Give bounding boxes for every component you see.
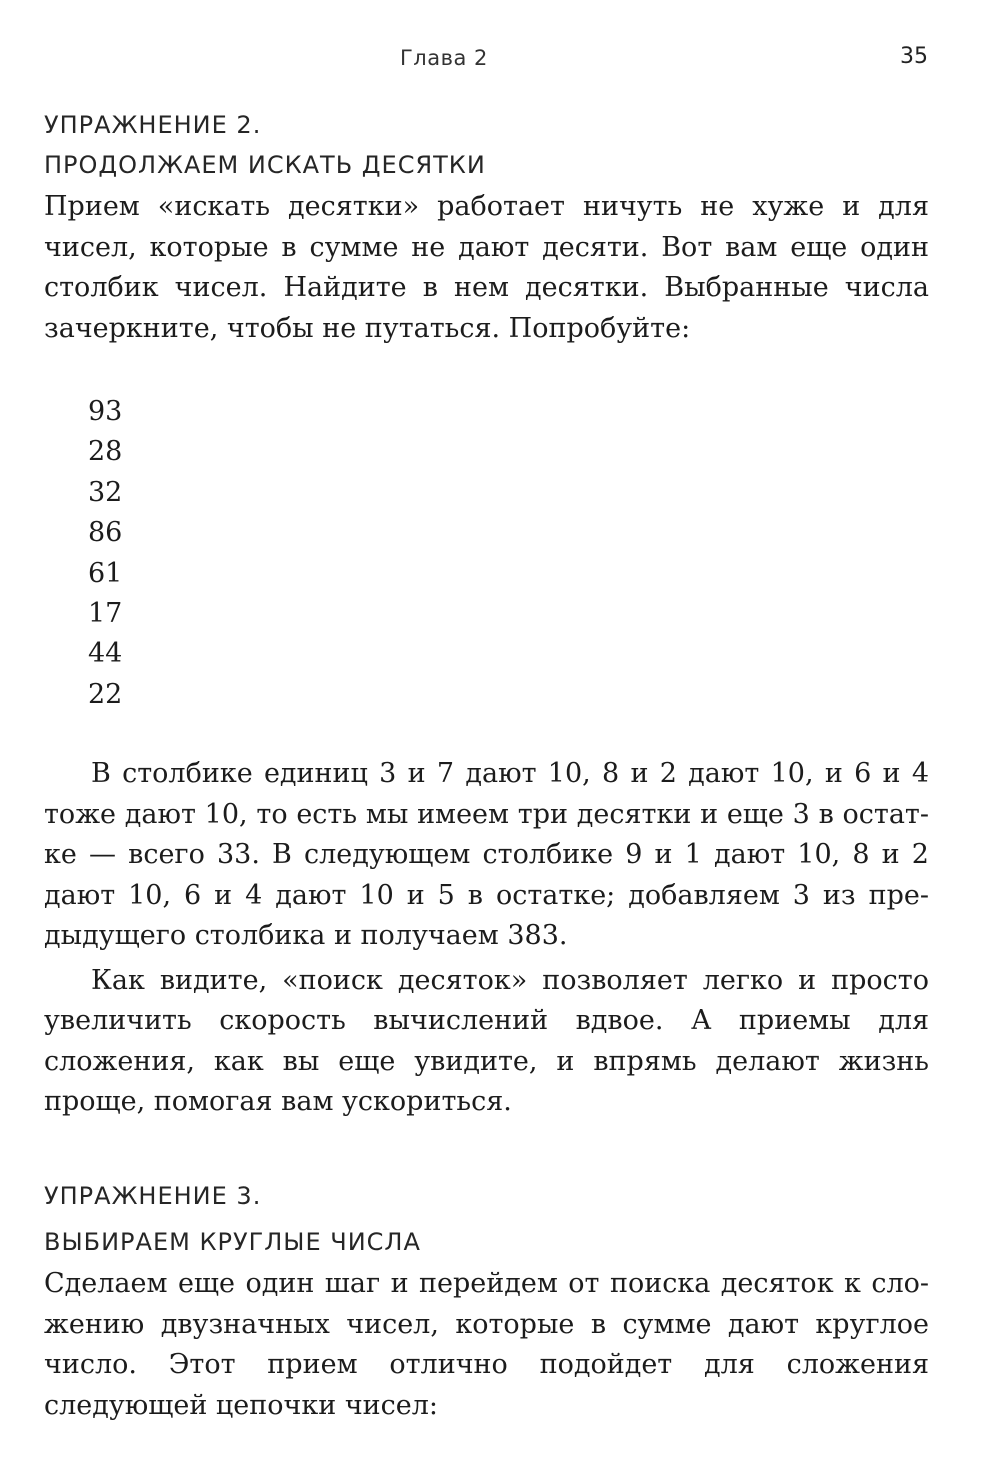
exercise-3-heading-number: УПРАЖНЕНИЕ 3.: [44, 1182, 262, 1210]
exercise-2-conclusion: Как видите, «поиск десяток» позволяет легко и просто увеличить скорость вычислений вдвое. А приемы для сложения, как вы еще увидите, и впрямь делают жизнь проще, помогая вам ускориться.: [44, 964, 929, 1117]
number-item: 61: [88, 557, 123, 589]
exercise-2-intro: Прием «искать десятки» работает ничуть не хуже и для чисел, которые в сумме не дают десяти. Вот вам еще один столбик чисел. Найдите в нем десятки. Выбранные числа зачеркните, чтобы не путаться. Попробуйте:: [44, 191, 929, 344]
number-item: 22: [88, 678, 123, 710]
running-head: [0, 42, 1000, 82]
exercise-2-explanation: В столбике единиц 3 и 7 дают 10, 8 и 2 дают 10, и 6 и 4 тоже дают 10, то есть мы имеем три десятки и еще 3 в остатке — всего 33. В следующем столбике 9 и 1 дают 10, 8 и 2 дают 10, 6 и 4 дают 10 и 5 в остатке; добавляем 3 из предыдущего столбика и получаем 383.: [44, 758, 929, 951]
exercise-2-heading-title: ПРОДОЛЖАЕМ ИСКАТЬ ДЕСЯТКИ: [44, 151, 486, 179]
chapter-label: Глава 2: [400, 46, 488, 70]
exercise-3-heading-title: ВЫБИРАЕМ КРУГЛЫЕ ЧИСЛА: [44, 1228, 421, 1256]
page-number: 35: [900, 44, 928, 69]
number-item: 17: [88, 598, 123, 630]
number-item: 28: [88, 436, 123, 468]
exercise-3-intro: Сделаем еще один шаг и перейдем от поиска десяток к сложению двузначных чисел, которые в сумме дают круглое число. Этот прием отлично подойдет для сложения следующей цепочки чисел:: [44, 1268, 929, 1421]
number-item: 86: [88, 517, 123, 549]
number-item: 93: [88, 396, 123, 427]
number-item: 44: [88, 638, 123, 670]
exercise-3-section: [44, 1176, 929, 1426]
exercise-2-section: [44, 105, 929, 349]
number-column: [88, 392, 122, 715]
exercise-2-explanation-block: [44, 754, 929, 1123]
exercise-2-heading-number: УПРАЖНЕНИЕ 2.: [44, 111, 262, 139]
number-item: 32: [88, 476, 123, 508]
